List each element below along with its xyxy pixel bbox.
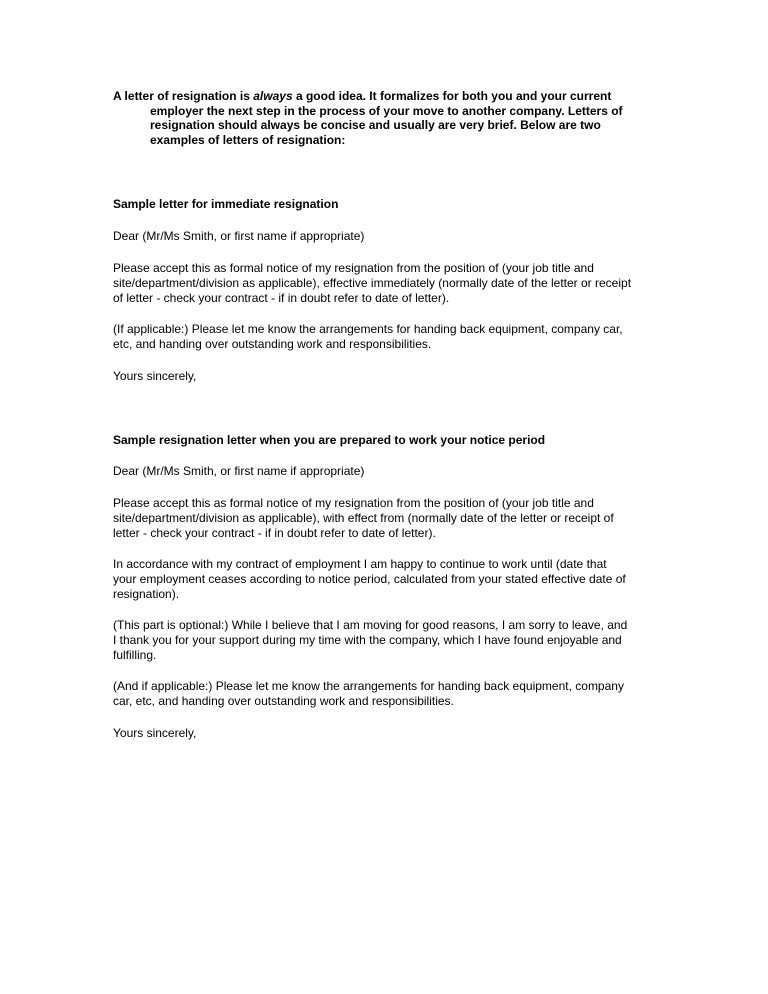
notice-salutation: Dear (Mr/Ms Smith, or first name if appropriate): [113, 464, 365, 478]
immediate-body: Please accept this as formal notice of my resignation from the position of (your job title and site/department/division as applicable), effective immediately (normally date of the letter or receipt of letter - check your contract - if in doubt refer to date of letter).: [113, 261, 632, 305]
intro-indented-line: resignation should always be concise and usually are very brief. Below are two: [150, 118, 601, 132]
immediate-salutation: Dear (Mr/Ms Smith, or first name if appropriate): [113, 229, 365, 243]
intro-indented-line: examples of letters of resignation:: [150, 132, 346, 147]
notice-contract: In accordance with my contract of employment I am happy to continue to work until (date that your employment ceases according to notice period, calculated from your stated effective date of resignation).: [113, 557, 626, 601]
notice-optional: (This part is optional:) While I believe that I am moving for good reasons, I am sorry to leave, and I thank you for your support during my time with the company, which I have found enjoyable and fulfilling.: [113, 618, 628, 662]
intro-paragraph: [113, 89, 653, 147]
intro-first-line: [113, 89, 653, 104]
notice-section-heading: Sample resignation letter when you are prepared to work your notice period: [113, 433, 546, 447]
intro-after-emphasis: a good idea. It formalizes for both you and your current: [292, 89, 612, 103]
intro-indented-line: employer the next step in the process of your move to another company. Letters of: [150, 103, 623, 118]
intro-emphasis: always: [253, 89, 293, 103]
intro-before-emphasis: A letter of resignation is: [113, 89, 254, 103]
notice-body: Please accept this as formal notice of my resignation from the position of (your job title and site/department/division as applicable), with effect from (normally date of the letter or receipt of letter - check your contract - if in doubt refer to date of letter).: [113, 496, 614, 540]
notice-equipment: (And if applicable:) Please let me know the arrangements for handing back equipment, company car, etc, and handing over outstanding work and responsibilities.: [113, 679, 624, 708]
intro-text: [113, 89, 653, 147]
immediate-closing: Yours sincerely,: [113, 369, 197, 383]
immediate-equipment: (If applicable:) Please let me know the arrangements for handing back equipment, company car, etc, and handing over outstanding work and responsibilities.: [113, 322, 623, 351]
immediate-section-heading: Sample letter for immediate resignation: [113, 197, 339, 211]
notice-closing: Yours sincerely,: [113, 726, 197, 740]
